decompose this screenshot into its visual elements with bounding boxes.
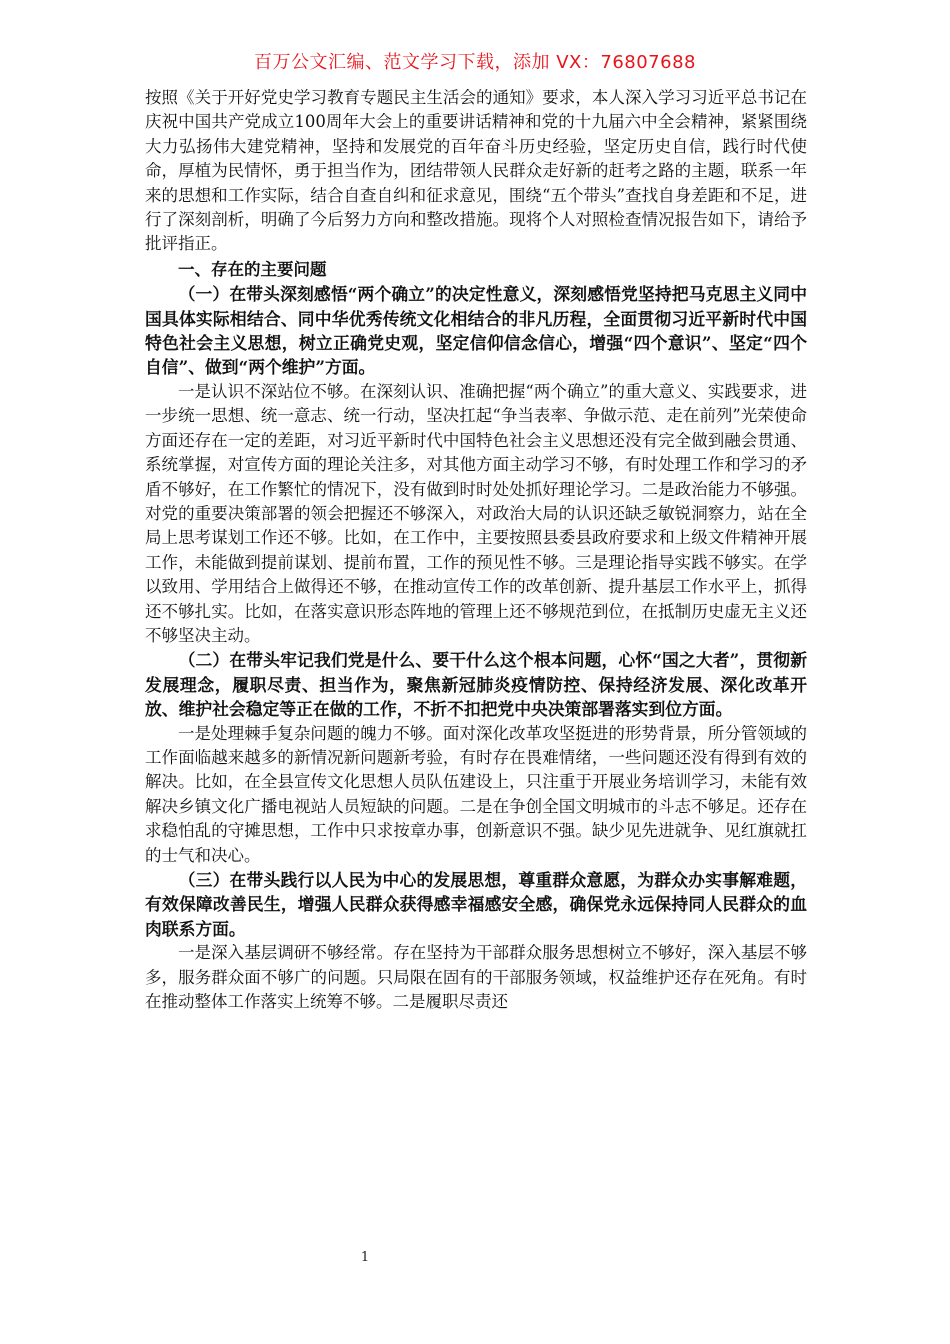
- subsection-body-2: 一是处理棘手复杂问题的魄力不够。面对深化改革攻坚挺进的形势背景，所分管领域的工作面临越来越多的新情况新问题新考验，有时存在畏难情绪，一些问题还没有得到有效的解决。比如，在全县宣传文化思想人员队伍建设上，只注重于开展业务培训学习，未能有效解决乡镇文化广播电视站人员短缺的问题。二是在争创全国文明城市的斗志不够足。还存在求稳怕乱的守摊思想，工作中只求按章办事，创新意识不强。缺少见先进就争、见红旗就扛的士气和决心。: [145, 723, 807, 865]
- header-banner: 百万公文汇编、范文学习下载，添加 VX：76807688: [254, 52, 696, 73]
- subsection-body-3: 一是深入基层调研不够经常。存在坚持为干部群众服务思想树立不够好，深入基层不够多，服务群众面不够广的问题。只局限在固有的干部服务领域，权益维护还存在死角。有时在推动整体工作落实上统筹不够。二是履职尽责还: [145, 943, 807, 1012]
- subsection-heading-3: （三）在带头践行以人民为中心的发展思想，尊重群众意愿，为群众办实事解难题，有效保障改善民生，增强人民群众获得感幸福感安全感，确保党永远保持同人民群众的血肉联系方面。: [145, 870, 807, 939]
- subsection-body-1: 一是认识不深站位不够。在深刻认识、准确把握“两个确立”的重大意义、实践要求，进一步统一思想、统一意志、统一行动，坚决扛起“争当表率、争做示范、走在前列”光荣使命方面还存在一定的差距，对习近平新时代中国特色社会主义思想还没有完全做到融会贯通、系统掌握，对宣传方面的理论关注多，对其他方面主动学习不够，有时处理工作和学习的矛盾不够好，在工作繁忙的情况下，没有做到时时处处抓好理论学习。二是政治能力不够强。对党的重要决策部署的领会把握还不够深入，对政治大局的认识还缺乏敏锐洞察力，站在全局上思考谋划工作还不够。比如，在工作中，主要按照县委县政府要求和上级文件精神开展工作，未能做到提前谋划、提前布置，工作的预见性不够。三是理论指导实践不够实。在学以致用、学用结合上做得还不够，在推动宣传工作的改革创新、提升基层工作水平上，抓得还不够扎实。比如，在落实意识形态阵地的管理上还不够规范到位，在抵制历史虚无主义还不够坚决主动。: [145, 381, 807, 645]
- page-number: 1: [360, 1250, 370, 1265]
- intro-paragraph: 按照《关于开好党史学习教育专题民主生活会的通知》要求，本人深入学习习近平总书记在庆祝中国共产党成立100周年大会上的重要讲话精神和党的十九届六中全会精神，紧紧围绕大力弘扬伟大建党精神，坚持和发展党的百年奋斗历史经验，坚定历史自信，践行时代使命，厚植为民情怀，勇于担当作为，团结带领人民群众走好新的赶考之路的主题，联系一年来的思想和工作实际，结合自查自纠和征求意见，围绕“五个带头”查找自身差距和不足，进行了深刻剖析，明确了今后努力方向和整改措施。现将个人对照检查情况报告如下，请给予批评指正。: [145, 88, 807, 254]
- subsection-heading-1: （一）在带头深刻感悟“两个确立”的决定性意义，深刻感悟党坚持把马克思主义同中国具体实际相结合、同中华优秀传统文化相结合的非凡历程，全面贯彻习近平新时代中国特色社会主义思想，树立正确党史观，坚定信仰信念信心，增强“四个意识”、坚定“四个自信”、做到“两个维护”方面。: [145, 284, 807, 378]
- subsection-heading-2: （二）在带头牢记我们党是什么、要干什么这个根本问题，心怀“国之大者”，贯彻新发展理念，履职尽责、担当作为，聚焦新冠肺炎疫情防控、保持经济发展、深化改革开放、维护社会稳定等正在做的工作，不折不扣把党中央决策部署落实到位方面。: [145, 650, 807, 720]
- document-body: [145, 86, 807, 1014]
- section-heading-problems: 一、存在的主要问题: [178, 259, 327, 279]
